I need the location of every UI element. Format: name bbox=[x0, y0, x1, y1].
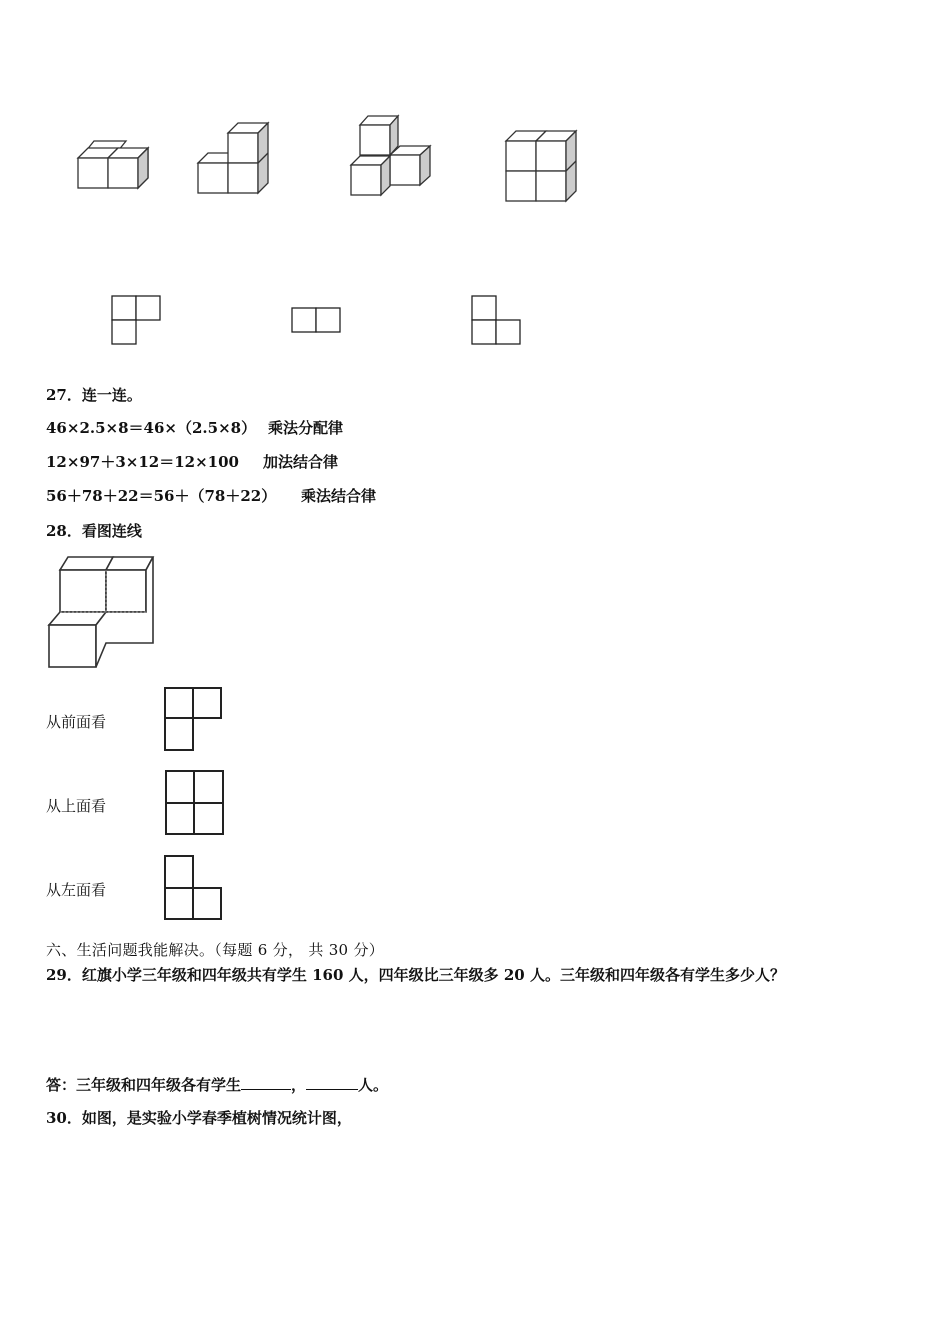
question-29-answer bbox=[46, 1074, 388, 1095]
solid-figure-1 bbox=[76, 138, 156, 198]
question-28-title: 28．看图连线 bbox=[46, 522, 142, 540]
q27-expression-3[interactable]: 56＋78＋22＝56＋（78＋22） bbox=[46, 487, 277, 505]
view-label-left[interactable]: 从左面看 bbox=[46, 881, 107, 899]
question-29-text: 29．红旗小学三年级和四年级共有学生 160 人，四年级比三年级多 20 人。三年级和四年级各有学生多少人？ bbox=[46, 966, 785, 984]
top-view-grid[interactable] bbox=[164, 768, 226, 836]
question-27-title: 27．连一连。 bbox=[46, 386, 142, 404]
q27-expression-2[interactable]: 12×97＋3×12＝12×100 bbox=[46, 453, 239, 471]
q28-solid-figure bbox=[46, 555, 158, 670]
q27-expression-1[interactable]: 46×2.5×8＝46×（2.5×8） bbox=[46, 419, 257, 437]
view-label-front[interactable]: 从前面看 bbox=[46, 713, 107, 731]
front-view-grid[interactable] bbox=[163, 686, 225, 752]
answer-prefix: 答：三年级和四年级各有学生 bbox=[46, 1076, 242, 1094]
solid-figure-2 bbox=[196, 120, 276, 195]
q27-law-1[interactable]: 乘法分配律 bbox=[268, 419, 344, 437]
q27-law-2[interactable]: 加法结合律 bbox=[263, 453, 339, 471]
answer-blank-1[interactable] bbox=[241, 1074, 291, 1090]
view-shape-2 bbox=[291, 307, 343, 335]
solid-figure-3 bbox=[348, 113, 438, 198]
view-label-top[interactable]: 从上面看 bbox=[46, 797, 107, 815]
view-shape-1 bbox=[111, 295, 163, 347]
view-shape-3 bbox=[471, 295, 523, 347]
answer-blank-2[interactable] bbox=[306, 1074, 358, 1090]
answer-separator: ， bbox=[291, 1076, 307, 1094]
q27-law-3[interactable]: 乘法结合律 bbox=[301, 487, 377, 505]
section-6-heading: 六、生活问题我能解决。（每题 6 分， 共 30 分） bbox=[46, 941, 385, 959]
question-30-text: 30．如图，是实验小学春季植树情况统计图， bbox=[46, 1109, 352, 1127]
left-view-grid[interactable] bbox=[163, 854, 225, 922]
answer-suffix: 人。 bbox=[358, 1076, 389, 1094]
solid-figure-4 bbox=[503, 128, 583, 208]
